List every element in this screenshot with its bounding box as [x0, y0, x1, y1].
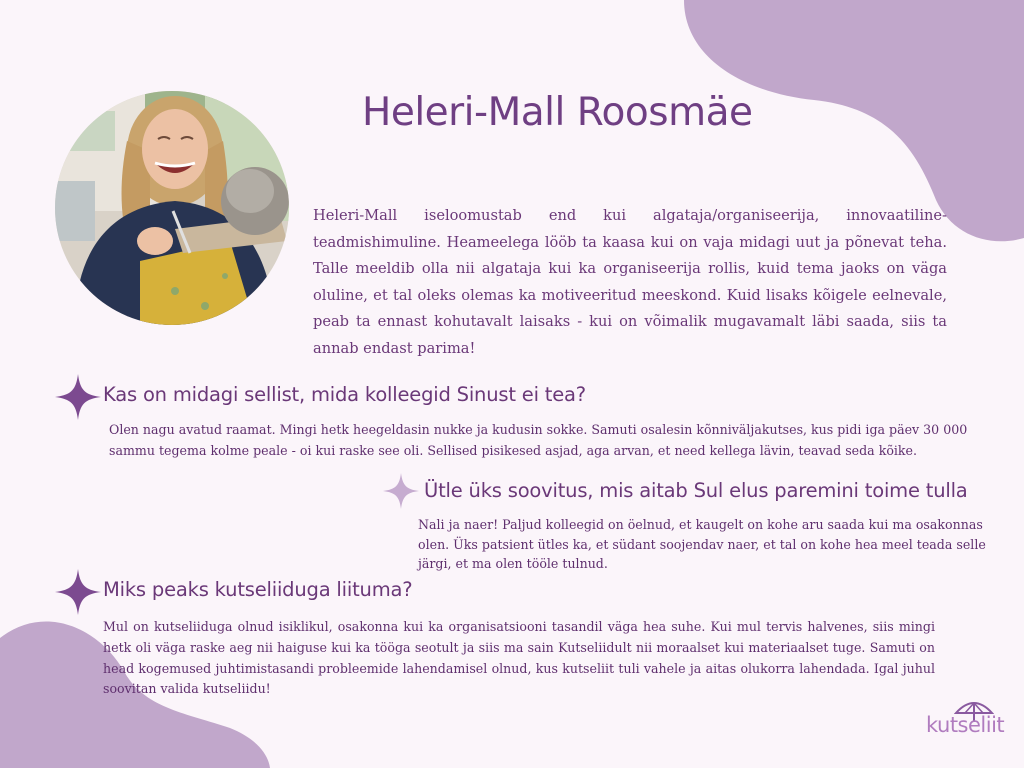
- logo-text: kutseliit: [926, 713, 1005, 737]
- profile-photo: [55, 91, 289, 325]
- answer-text-1: Olen nagu avatud raamat. Mingi hetk heegeldasin nukke ja kudusin sokke. Samuti osalesin kõnniväljakutses, kus pidi iga päev 30 000 sammu tegema kolme peale - oi kui raske see oli. Sellised pisikesed asjad, aga arvan, et need kellega lävin, teavad seda kõike.: [109, 422, 968, 458]
- answer-text-2: Nali ja naer! Paljud kolleegid on öelnud, et kaugelt on kohe aru saada kui ma osakonnas olen. Üks patsient ütles ka, et südant soojendav naer, et tal on kohe hea meel teada selle järgi, et ma olen tööle tulnud.: [418, 517, 986, 571]
- sparkle-icon: [383, 473, 419, 509]
- question-heading-2: Ütle üks soovitus, mis aitab Sul elus paremini toime tulla: [424, 479, 968, 502]
- question-heading-3: Miks peaks kutseliiduga liituma?: [103, 578, 413, 601]
- question-heading-1: Kas on midagi sellist, mida kolleegid Sinust ei tea?: [103, 383, 586, 406]
- intro-paragraph: Heleri-Mall iseloomustab end kui algataja/organiseerija, innovaatiline-teadmishimuline. Heameelega lööb ta kaasa kui on vaja midagi uut ja põnevat teha. Talle meeldib olla nii algataja kui ka organiseerija rollis, kuid tema jaoks on väga oluline, et tal oleks olemas ka motiveeritud meeskond. Kuid lisaks kõigele eelnevale, peab ta ennast kohutavalt laisaks - kui on võimalik mugavamalt läbi saada, siis ta annab endast parima!: [313, 207, 947, 357]
- person-name: Heleri-Mall Roosmäe: [362, 90, 753, 135]
- answer-text-3: Mul on kutseliiduga olnud isiklikul, osakonna kui ka organisatsiooni tasandil väga hea suhe. Kui mul tervis halvenes, siis mingi hetk oli väga raske aeg nii haiguse kui ka tööga seotult ja siis ma sain Kutseliidult nii moraalset kui materiaalset tuge. Samuti on head kogemused juhtimistasandi probleemide lahendamisel olnud, kus kutseliit tuli vahele ja aitas olukorra lahendada. Igal juhul soovitan valida kutseliidu!: [103, 619, 935, 697]
- sparkle-icon: [55, 374, 101, 420]
- kutseliit-logo: [924, 699, 1004, 749]
- sparkle-icon: [55, 569, 101, 615]
